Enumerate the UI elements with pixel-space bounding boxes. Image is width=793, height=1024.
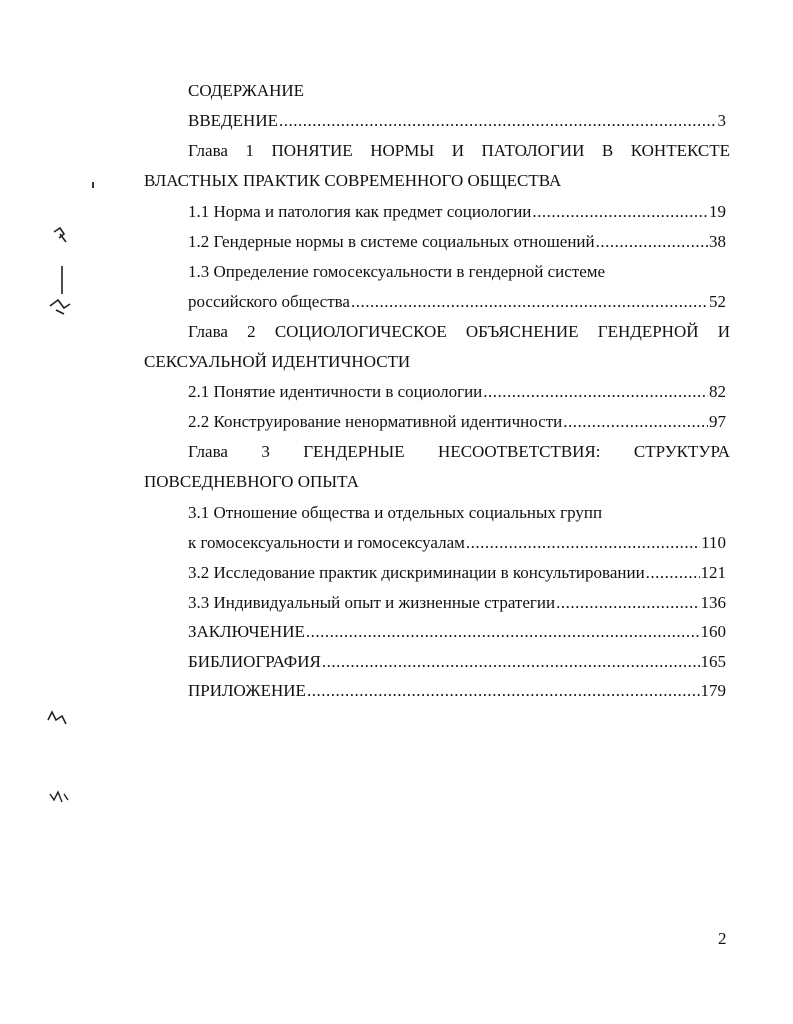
toc-entry-3-1[interactable] — [188, 532, 726, 554]
toc-entry-page: 179 — [700, 681, 726, 700]
toc-entry-label: 1.2 Гендерные нормы в системе социальных отношений — [188, 232, 595, 251]
toc-entry-label: 2.2 Конструирование ненормативной идентичности — [188, 412, 563, 431]
toc-entry-label: 1.1 Норма и патология как предмет социологии — [188, 202, 532, 221]
chapter-3-heading[interactable]: Глава 3 ГЕНДЕРНЫЕ НЕСООТВЕТСТВИЯ: СТРУКТУРА — [188, 442, 730, 461]
toc-entry-1-3-line1[interactable]: 1.3 Определение гомосексуальности в гендерной системе — [188, 262, 606, 281]
toc-entry-appendix[interactable] — [188, 680, 726, 702]
page-number: 2 — [718, 929, 727, 948]
chapter-2-heading-continued: СЕКСУАЛЬНОЙ ИДЕНТИЧНОСТИ — [144, 352, 411, 371]
toc-leader-dots — [563, 411, 708, 433]
toc-entry-label: к гомосексуальности и гомосексуалам — [188, 533, 465, 552]
toc-leader-dots — [306, 621, 700, 643]
toc-entry-page: 121 — [700, 563, 726, 582]
chapter-3-heading-continued: ПОВСЕДНЕВНОГО ОПЫТА — [144, 472, 359, 491]
toc-leader-dots — [532, 201, 708, 223]
toc-entry-label: 3.2 Исследование практик дискриминации в консультировании — [188, 563, 645, 582]
toc-leader-dots — [466, 532, 700, 554]
toc-entry-page: 52 — [709, 292, 726, 311]
scan-mark-2 — [44, 706, 72, 732]
toc-leader-dots — [556, 592, 699, 614]
toc-leader-dots — [307, 680, 700, 702]
scan-speck — [92, 182, 94, 188]
toc-entry-3-2[interactable] — [188, 562, 726, 584]
toc-entry-1-3[interactable] — [188, 291, 726, 313]
toc-leader-dots — [483, 381, 708, 403]
toc-entry-label: ВВЕДЕНИЕ — [188, 111, 278, 130]
toc-entry-intro[interactable] — [188, 110, 726, 132]
toc-leader-dots — [279, 110, 717, 132]
toc-entry-page: 82 — [709, 382, 726, 401]
chapter-1-heading[interactable]: Глава 1 ПОНЯТИЕ НОРМЫ И ПАТОЛОГИИ В КОНТЕКСТЕ — [188, 141, 730, 160]
scan-mark-3 — [46, 786, 74, 810]
toc-entry-1-2[interactable] — [188, 231, 726, 253]
toc-entry-1-1[interactable] — [188, 201, 726, 223]
toc-entry-page: 136 — [700, 593, 726, 612]
toc-entry-page: 97 — [709, 412, 726, 431]
toc-entry-page: 165 — [700, 652, 726, 671]
toc-leader-dots — [351, 291, 708, 313]
chapter-2-heading[interactable]: Глава 2 СОЦИОЛОГИЧЕСКОЕ ОБЪЯСНЕНИЕ ГЕНДЕРНОЙ И — [188, 322, 730, 341]
toc-entry-2-2[interactable] — [188, 411, 726, 433]
chapter-1-heading-continued: ВЛАСТНЫХ ПРАКТИК СОВРЕМЕННОГО ОБЩЕСТВА — [144, 171, 562, 190]
toc-leader-dots — [596, 231, 708, 253]
toc-entry-page: 38 — [709, 232, 726, 251]
toc-entry-3-3[interactable] — [188, 592, 726, 614]
toc-entry-label: российского общества — [188, 292, 350, 311]
toc-entry-page: 3 — [717, 111, 726, 130]
toc-leader-dots — [322, 651, 700, 673]
toc-entry-conclusion[interactable] — [188, 621, 726, 643]
toc-entry-2-1[interactable] — [188, 381, 726, 403]
toc-entry-label: ПРИЛОЖЕНИЕ — [188, 681, 306, 700]
toc-entry-3-1-line1[interactable]: 3.1 Отношение общества и отдельных социальных групп — [188, 503, 603, 522]
scan-mark-1 — [46, 224, 76, 324]
toc-entry-label: 3.3 Индивидуальный опыт и жизненные стратегии — [188, 593, 556, 612]
toc-entry-bibliography[interactable] — [188, 651, 726, 673]
toc-leader-dots — [646, 562, 700, 584]
toc-entry-page: 110 — [701, 533, 726, 552]
toc-entry-label: БИБЛИОГРАФИЯ — [188, 652, 321, 671]
toc-title: СОДЕРЖАНИЕ — [188, 81, 305, 100]
toc-entry-page: 160 — [700, 622, 726, 641]
toc-entry-label: ЗАКЛЮЧЕНИЕ — [188, 622, 305, 641]
toc-entry-page: 19 — [709, 202, 726, 221]
toc-entry-label: 2.1 Понятие идентичности в социологии — [188, 382, 483, 401]
